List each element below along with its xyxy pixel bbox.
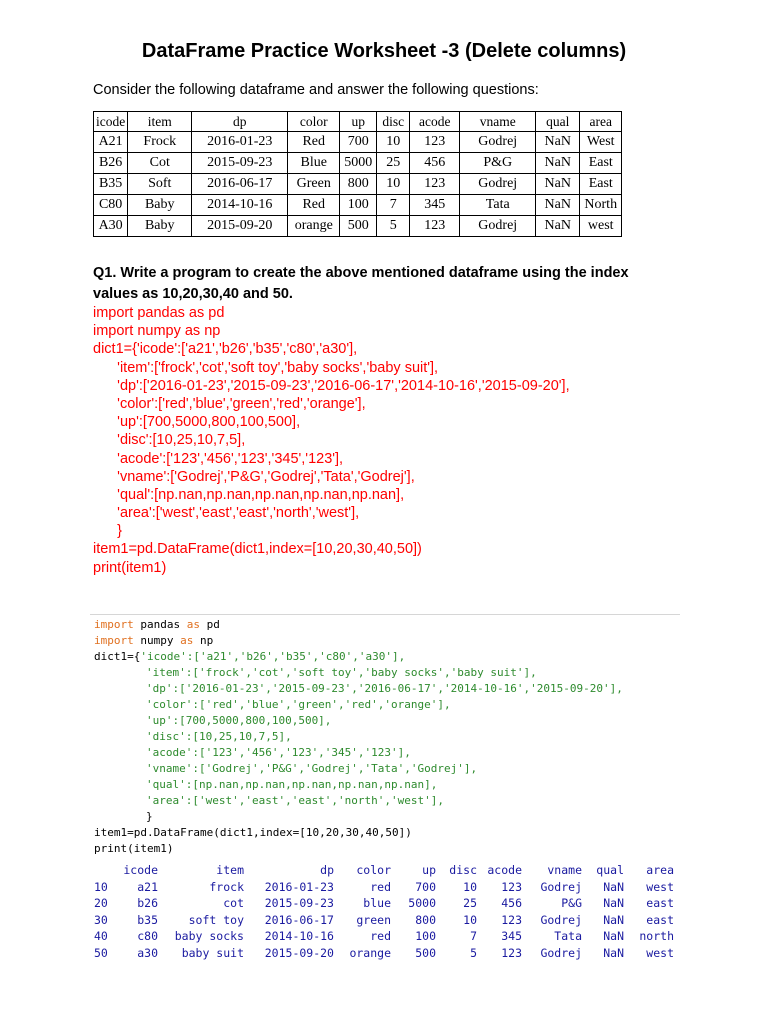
table-cell: East (580, 174, 622, 195)
keyword: import (94, 634, 134, 647)
table-cell: Cot (128, 153, 192, 174)
output-cell: red (370, 929, 391, 943)
code-line: item1=pd.DataFrame(dict1,index=[10,20,30,40,50]) (93, 541, 422, 558)
output-row (94, 946, 678, 963)
screenshot-code-line (94, 841, 173, 857)
code-string: 'color':['red','blue','green','red','orange'], (146, 698, 451, 711)
code-token: print(item1) (94, 842, 174, 855)
table-cell: 2016-06-17 (192, 174, 288, 195)
output-cell: 2016-06-17 (264, 912, 334, 927)
code-string: 'icode':['a21','b26','b35','c80','a30'], (140, 650, 406, 663)
output-cell: frock (209, 879, 244, 894)
table-cell: orange (288, 216, 340, 237)
code-token: dict1={ (94, 650, 141, 663)
table-cell: 123 (410, 216, 460, 237)
dataframe-table (93, 111, 622, 237)
output-row (94, 929, 678, 946)
output-cell: baby socks (174, 929, 244, 943)
output-cell: 123 (501, 945, 522, 960)
screenshot-code-line (94, 649, 405, 665)
output-cell: 2015-09-23 (264, 896, 334, 910)
table-header-cell: vname (460, 112, 536, 132)
screenshot-code-line (146, 761, 477, 777)
output-cell: b35 (137, 912, 158, 927)
output-index: 30 (94, 912, 108, 927)
table-header-row (94, 112, 622, 132)
question-1: Q1. Write a program to create the above mentioned dataframe using the index values as 10,20,30,40 and 50. (93, 265, 629, 302)
table-cell: Blue (288, 153, 340, 174)
output-cell: NaN (603, 929, 624, 943)
table-cell: Green (288, 174, 340, 195)
output-cell: 123 (501, 912, 522, 927)
output-cell: east (646, 912, 674, 927)
output-cell: a21 (137, 879, 158, 894)
output-cell: 800 (415, 912, 436, 927)
output-cell: orange (349, 945, 391, 960)
code-token: numpy (140, 634, 174, 647)
code-string: 'dp':['2016-01-23','2015-09-23','2016-06-17','2014-10-16','2015-09-20'], (146, 682, 623, 695)
code-token: item1=pd.DataFrame(dict1,index=[10,20,30,40,50]) (94, 826, 412, 839)
table-cell: Red (288, 195, 340, 216)
output-index: 50 (94, 945, 108, 960)
code-line: } (93, 523, 123, 540)
output-cell: NaN (603, 896, 624, 910)
code-string: 'qual':[np.nan,np.nan,np.nan,np.nan,np.nan], (146, 778, 438, 791)
output-cell: P&G (561, 896, 582, 910)
keyword: as (180, 634, 194, 647)
table-cell: A21 (94, 132, 128, 153)
output-header-cell: qual (596, 863, 624, 877)
table-row (94, 195, 622, 216)
output-cell: 456 (501, 896, 522, 910)
output-cell: NaN (603, 945, 624, 960)
table-cell: 2014-10-16 (192, 195, 288, 216)
table-cell: A30 (94, 216, 128, 237)
table-cell: North (580, 195, 622, 216)
table-cell: Red (288, 132, 340, 153)
output-index: 20 (94, 896, 108, 910)
code-token: } (146, 810, 153, 823)
table-header-cell: icode (94, 112, 128, 132)
output-cell: green (356, 912, 391, 927)
output-cell: 345 (501, 929, 522, 943)
output-cell: soft toy (188, 912, 244, 927)
table-cell: 10 (377, 132, 410, 153)
table-cell: West (580, 132, 622, 153)
table-header-cell: acode (410, 112, 460, 132)
code-line: 'item':['frock','cot','soft toy','baby socks','baby suit'], (93, 359, 439, 376)
table-cell: NaN (536, 174, 580, 195)
table-header-cell: color (288, 112, 340, 132)
table-cell: 25 (377, 153, 410, 174)
code-line: dict1={'icode':['a21','b26','b35','c80','a30'], (93, 341, 358, 358)
table-cell: 456 (410, 153, 460, 174)
table-cell: East (580, 153, 622, 174)
table-row (94, 216, 622, 237)
intro-text: Consider the following dataframe and answer the following questions: (93, 82, 539, 98)
table-cell: Baby (128, 216, 192, 237)
code-line: print(item1) (93, 559, 167, 576)
output-cell: east (646, 896, 674, 910)
table-cell: NaN (536, 216, 580, 237)
screenshot-code-line (146, 809, 153, 825)
answer-code (93, 304, 570, 577)
output-cell: north (639, 929, 674, 943)
screenshot-code-line (146, 745, 411, 761)
output-row (94, 913, 678, 930)
output-cell: 5 (470, 945, 477, 960)
table-cell: 345 (410, 195, 460, 216)
table-cell: 2016-01-23 (192, 132, 288, 153)
table-cell: P&G (460, 153, 536, 174)
table-header-cell: dp (192, 112, 288, 132)
screenshot-code-line (146, 665, 537, 681)
keyword: import (94, 618, 134, 631)
output-cell: 25 (463, 896, 477, 910)
output-index: 40 (94, 929, 108, 943)
output-cell: a30 (137, 945, 158, 960)
output-cell: Godrej (540, 912, 582, 927)
dataframe-output (94, 863, 678, 962)
table-cell: B35 (94, 174, 128, 195)
output-cell: west (646, 945, 674, 960)
output-cell: 500 (415, 945, 436, 960)
table-row (94, 153, 622, 174)
output-cell: c80 (137, 929, 158, 943)
table-cell: 123 (410, 132, 460, 153)
output-cell: Tata (554, 929, 582, 943)
code-string: 'area':['west','east','east','north','west'], (146, 794, 445, 807)
table-cell: Frock (128, 132, 192, 153)
page-title: DataFrame Practice Worksheet -3 (Delete columns) (141, 40, 627, 62)
table-cell: C80 (94, 195, 128, 216)
code-string: 'disc':[10,25,10,7,5], (146, 730, 292, 743)
output-header-cell: dp (320, 863, 334, 877)
table-cell: 2015-09-23 (192, 153, 288, 174)
code-string: 'acode':['123','456','123','345','123'], (146, 746, 411, 759)
table-cell: NaN (536, 132, 580, 153)
table-cell: Godrej (460, 216, 536, 237)
output-header-cell: acode (487, 863, 522, 877)
table-cell: Godrej (460, 132, 536, 153)
table-row (94, 174, 622, 195)
output-row (94, 880, 678, 897)
table-cell: Baby (128, 195, 192, 216)
output-cell: red (370, 879, 391, 894)
output-header-row (94, 863, 678, 880)
output-header-cell: disc (449, 863, 477, 877)
output-cell: 123 (501, 879, 522, 894)
code-token: np (200, 634, 214, 647)
output-cell: 2014-10-16 (264, 929, 334, 943)
output-cell: 700 (415, 879, 436, 894)
screenshot-code-line (146, 777, 437, 793)
output-cell: baby suit (181, 945, 244, 960)
table-header-cell: disc (377, 112, 410, 132)
screenshot-code-line (146, 681, 623, 697)
output-cell: 7 (470, 929, 477, 943)
table-cell: 5000 (340, 153, 377, 174)
screenshot-code-line (94, 617, 220, 633)
output-cell: 10 (463, 879, 477, 894)
table-cell: 700 (340, 132, 377, 153)
output-cell: Godrej (540, 879, 582, 894)
table-cell: 800 (340, 174, 377, 195)
code-line: 'area':['west','east','east','north','west'], (93, 505, 360, 522)
code-line: 'dp':['2016-01-23','2015-09-23','2016-06-17','2014-10-16','2015-09-20'], (93, 377, 570, 394)
table-row (94, 132, 622, 153)
table-cell: west (580, 216, 622, 237)
output-header-cell: area (646, 863, 674, 877)
table-header-cell: qual (536, 112, 580, 132)
output-cell: cot (223, 896, 244, 910)
output-cell: 5000 (408, 896, 436, 910)
screenshot-code-line (146, 793, 444, 809)
code-line: import pandas as pd (93, 305, 225, 321)
keyword: as (186, 618, 200, 631)
screenshot-code-line (94, 633, 213, 649)
output-cell: 2016-01-23 (264, 879, 334, 894)
table-cell: 100 (340, 195, 377, 216)
table-cell: NaN (536, 195, 580, 216)
output-cell: 10 (463, 912, 477, 927)
table-cell: Soft (128, 174, 192, 195)
table-cell: 10 (377, 174, 410, 195)
code-line: 'qual':[np.nan,np.nan,np.nan,np.nan,np.nan], (93, 486, 405, 503)
table-cell: NaN (536, 153, 580, 174)
output-cell: NaN (603, 879, 624, 894)
table-header-cell: up (340, 112, 377, 132)
code-line: 'color':['red','blue','green','red','orange'], (93, 395, 366, 412)
table-cell: B26 (94, 153, 128, 174)
table-cell: 5 (377, 216, 410, 237)
code-string: 'item':['frock','cot','soft toy','baby socks','baby suit'], (146, 666, 537, 679)
table-cell: 500 (340, 216, 377, 237)
output-header-cell: item (216, 863, 244, 877)
screenshot-code-line (146, 729, 292, 745)
output-header-cell: icode (123, 863, 158, 877)
code-string: 'vname':['Godrej','P&G','Godrej','Tata','Godrej'], (146, 762, 478, 775)
code-token: pandas (140, 618, 181, 631)
table-cell: Godrej (460, 174, 536, 195)
output-header-cell: color (356, 863, 391, 877)
output-row (94, 896, 678, 913)
code-token: pd (206, 618, 220, 631)
code-output-screenshot (90, 614, 680, 967)
output-cell: 2015-09-20 (264, 945, 334, 960)
table-cell: 7 (377, 195, 410, 216)
code-line: 'vname':['Godrej','P&G','Godrej','Tata','Godrej'], (93, 468, 415, 485)
output-cell: b26 (137, 896, 158, 910)
code-line: 'disc':[10,25,10,7,5], (93, 432, 246, 449)
table-cell: Tata (460, 195, 536, 216)
output-header-cell: up (422, 863, 436, 877)
output-header-cell: vname (547, 863, 582, 877)
output-cell: Godrej (540, 945, 582, 960)
code-line: 'acode':['123','456','123','345','123'], (93, 450, 344, 467)
code-line: 'up':[700,5000,800,100,500], (93, 414, 301, 431)
output-cell: NaN (603, 912, 624, 927)
table-cell: 2015-09-20 (192, 216, 288, 237)
table-cell: 123 (410, 174, 460, 195)
table-header-cell: item (128, 112, 192, 132)
output-index: 10 (94, 879, 108, 894)
code-string: 'up':[700,5000,800,100,500], (146, 714, 332, 727)
screenshot-code-line (94, 825, 412, 841)
output-cell: west (646, 879, 674, 894)
screenshot-code-line (146, 697, 451, 713)
code-line: import numpy as np (93, 323, 221, 340)
output-cell: blue (363, 896, 391, 910)
screenshot-code-line (146, 713, 331, 729)
output-cell: 100 (415, 929, 436, 943)
table-header-cell: area (580, 112, 622, 132)
